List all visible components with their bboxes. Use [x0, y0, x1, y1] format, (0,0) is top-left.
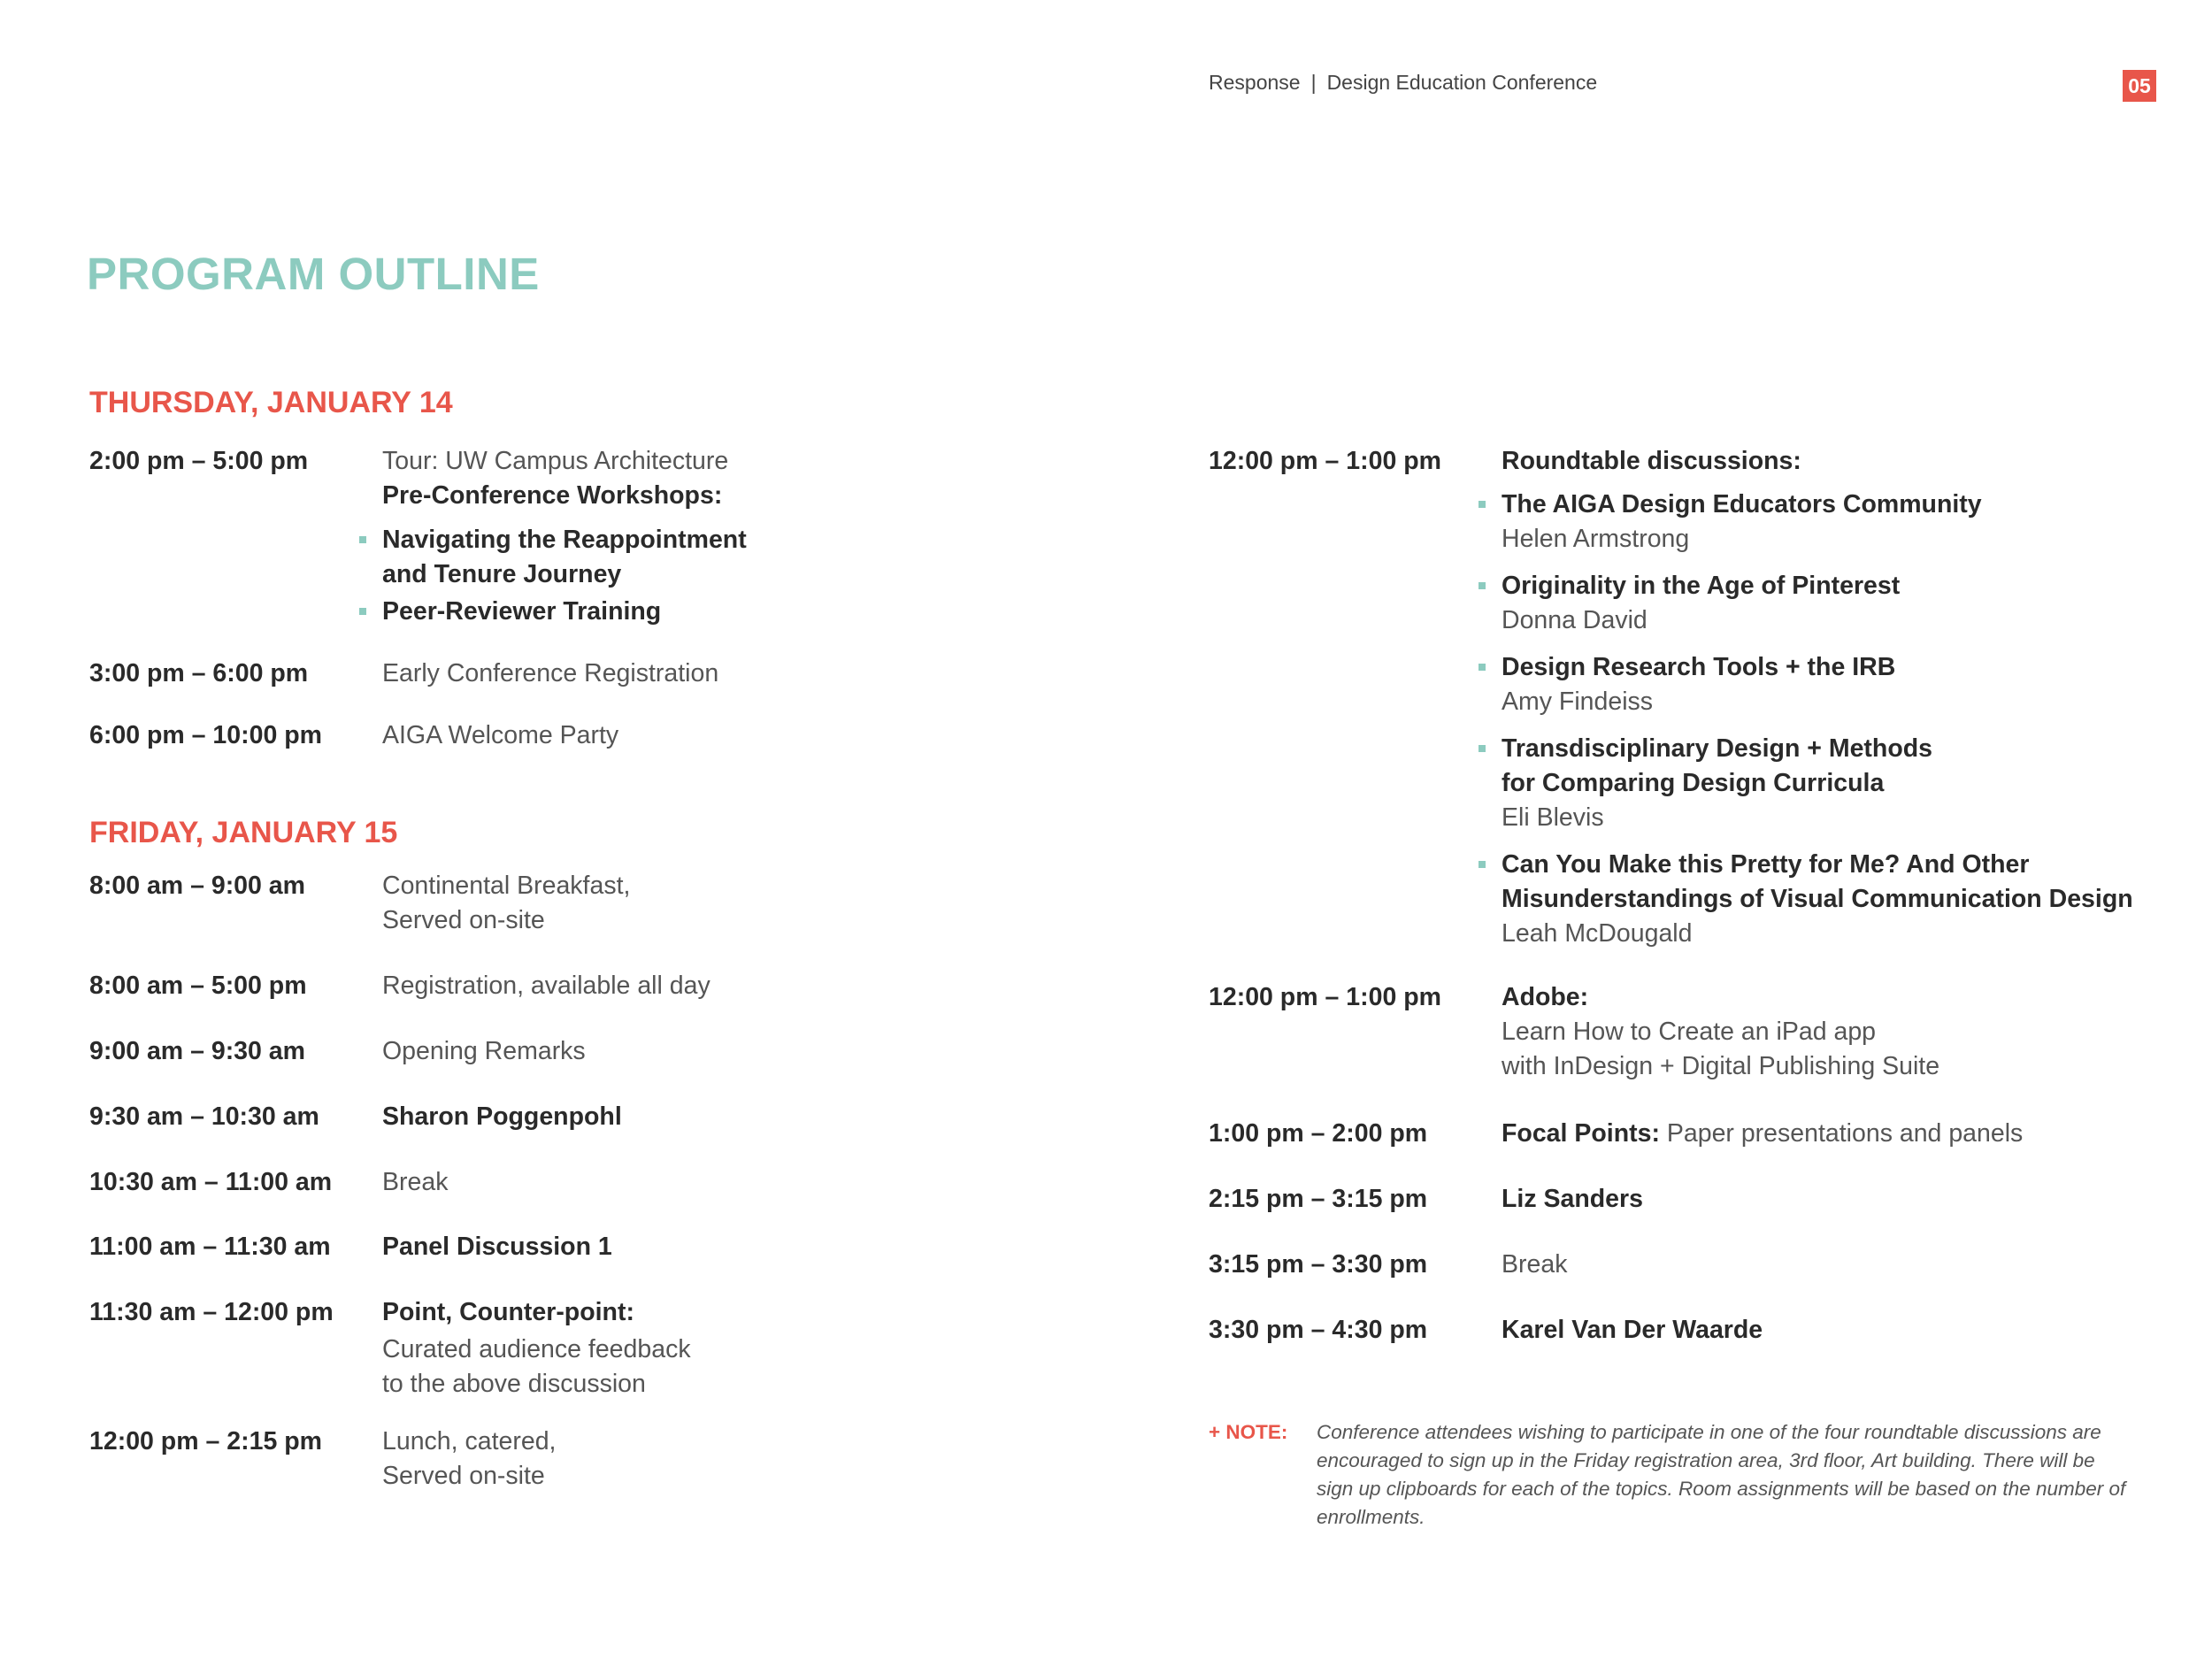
roundtable-speaker: Amy Findeiss: [1502, 687, 1654, 716]
workshop-item: [382, 523, 1063, 592]
workshop-title-line: Peer-Reviewer Training: [382, 597, 662, 626]
session-line: to the above discussion: [382, 1370, 646, 1398]
roundtable-speaker: Donna David: [1502, 606, 1647, 634]
session-heading: Roundtable discussions:: [1502, 447, 1801, 475]
time-slot: 1:00 pm – 2:00 pm: [1209, 1119, 1428, 1148]
page-number: 05: [2123, 70, 2156, 102]
session-title: Break: [1502, 1250, 1568, 1279]
roundtable-title: Originality in the Age of Pinterest: [1502, 572, 1901, 600]
roundtable-speaker: Helen Armstrong: [1502, 525, 1690, 553]
session-line: with InDesign + Digital Publishing Suite: [1502, 1052, 1940, 1080]
session-details: [1502, 444, 2147, 951]
session-details: [382, 1295, 1063, 1402]
time-slot: 3:30 pm – 4:30 pm: [1209, 1316, 1428, 1344]
session-line: Served on-site: [382, 906, 545, 934]
time-slot: 3:00 pm – 6:00 pm: [89, 659, 309, 687]
time-slot: 11:30 am – 12:00 pm: [89, 1298, 334, 1326]
time-slot: 2:15 pm – 3:15 pm: [1209, 1185, 1428, 1213]
session-tour: Tour: UW Campus Architecture: [382, 447, 729, 475]
session-heading: Adobe:: [1502, 983, 1589, 1011]
time-slot: 3:15 pm – 3:30 pm: [1209, 1250, 1428, 1279]
session-line: Curated audience feedback: [382, 1335, 691, 1363]
roundtable-speaker: Eli Blevis: [1502, 803, 1604, 832]
time-slot: 2:00 pm – 5:00 pm: [89, 447, 309, 475]
workshop-title-line: Navigating the Reappointment: [382, 526, 747, 554]
session-details: [382, 1425, 1063, 1494]
session-heading: Pre-Conference Workshops:: [382, 481, 723, 510]
time-slot: 8:00 am – 5:00 pm: [89, 972, 307, 1000]
session-heading: Point, Counter-point:: [382, 1298, 634, 1326]
roundtable-item: [1502, 488, 2147, 557]
time-slot: 6:00 pm – 10:00 pm: [89, 721, 322, 749]
session-heading: Focal Points:: [1502, 1119, 1660, 1148]
session-title: AIGA Welcome Party: [382, 721, 619, 749]
session-description: Paper presentations and panels: [1666, 1119, 2024, 1148]
time-slot: 12:00 pm – 1:00 pm: [1209, 447, 1441, 475]
roundtable-title: Misunderstandings of Visual Communication Design: [1502, 885, 2133, 913]
note-text: Conference attendees wishing to participate in one of the four roundtable discussions are encouraged to sign up in the Friday registration area, 3rd floor, Art building. There will be sign up clipboards for each of the topics. Room assignments will be based on the number of enrollments.: [1317, 1421, 2126, 1528]
roundtable-item: [1502, 650, 2147, 719]
session-title: Break: [382, 1168, 449, 1196]
roundtable-item: [1502, 732, 2147, 835]
roundtable-title: The AIGA Design Educators Community: [1502, 490, 1982, 518]
roundtable-title: for Comparing Design Curricula: [1502, 769, 1885, 797]
session-line: Learn How to Create an iPad app: [1502, 1018, 1877, 1046]
workshop-title-line: and Tenure Journey: [382, 560, 622, 588]
speaker-name: Liz Sanders: [1502, 1185, 1643, 1213]
session-details: [1502, 1117, 2147, 1151]
running-header: [1209, 71, 1597, 95]
roundtable-item: [1502, 569, 2147, 638]
session-line: Continental Breakfast,: [382, 872, 631, 900]
session-details: [1502, 980, 2147, 1084]
time-slot: 9:00 am – 9:30 am: [89, 1037, 305, 1065]
time-slot: 12:00 pm – 2:15 pm: [89, 1427, 322, 1455]
session-line: Lunch, catered,: [382, 1427, 557, 1455]
friday-heading: FRIDAY, JANUARY 15: [89, 816, 398, 849]
roundtable-speaker: Leah McDougald: [1502, 919, 1693, 948]
speaker-name: Karel Van Der Waarde: [1502, 1316, 1763, 1344]
roundtable-title: Can You Make this Pretty for Me? And Other: [1502, 850, 2030, 879]
thursday-heading: THURSDAY, JANUARY 14: [89, 386, 453, 419]
session-title: Opening Remarks: [382, 1037, 586, 1065]
time-slot: 12:00 pm – 1:00 pm: [1209, 983, 1441, 1011]
roundtable-title: Design Research Tools + the IRB: [1502, 653, 1896, 681]
page-title: PROGRAM OUTLINE: [87, 249, 540, 299]
time-slot: 11:00 am – 11:30 am: [89, 1233, 331, 1261]
publication-name: Response: [1209, 71, 1301, 94]
header-separator: |: [1310, 71, 1317, 94]
time-slot: 9:30 am – 10:30 am: [89, 1102, 319, 1131]
session-title: Early Conference Registration: [382, 659, 719, 687]
workshop-item: [382, 595, 1063, 629]
roundtable-item: [1502, 848, 2147, 951]
session-title: Panel Discussion 1: [382, 1233, 612, 1261]
session-details: [382, 869, 1063, 938]
session-title: Registration, available all day: [382, 972, 710, 1000]
session-details: [382, 444, 1063, 629]
session-line: Served on-site: [382, 1462, 545, 1490]
time-slot: 8:00 am – 9:00 am: [89, 872, 305, 900]
note-label: + NOTE:: [1209, 1421, 1288, 1443]
speaker-name: Sharon Poggenpohl: [382, 1102, 622, 1131]
roundtable-title: Transdisciplinary Design + Methods: [1502, 734, 1933, 763]
time-slot: 10:30 am – 11:00 am: [89, 1168, 333, 1196]
section-name: Design Education Conference: [1326, 71, 1598, 94]
